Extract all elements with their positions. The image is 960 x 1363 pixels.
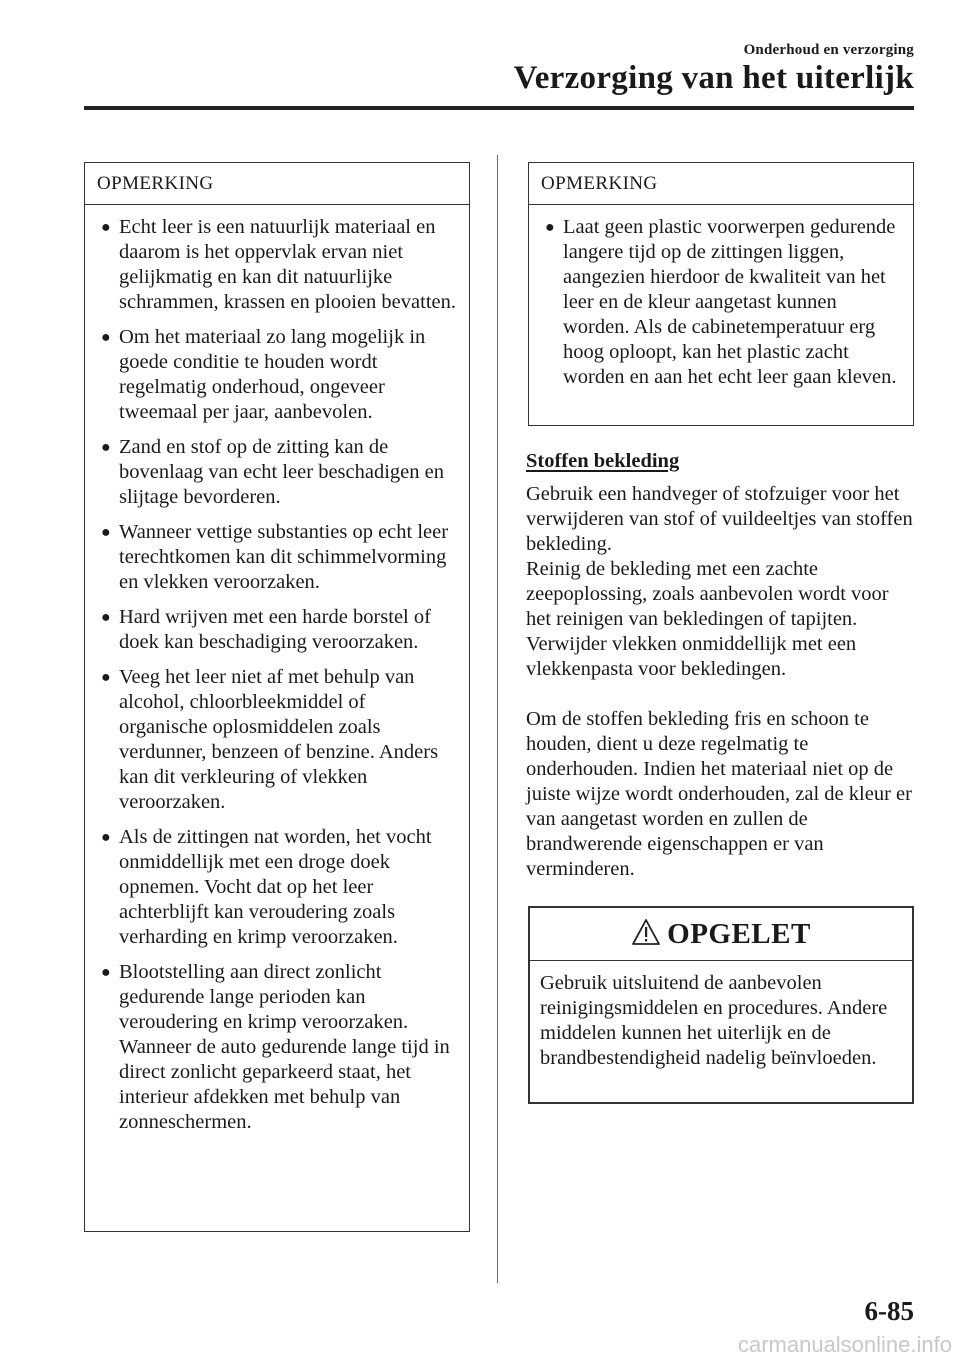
header-rule — [84, 106, 914, 110]
note-heading: OPMERKING — [529, 163, 913, 205]
list-item-text: Wanneer vettige substanties op echt leer terechtkomen kan dit schimmelvorming en vlekken veroorzaken. — [119, 521, 449, 593]
list-item-text: Zand en stof op de zitting kan de bovenlaag van echt leer beschadigen en slijtage bevorderen. — [119, 436, 444, 508]
bullet-icon: ● — [101, 439, 111, 456]
bullet-icon: ● — [545, 219, 555, 236]
bullet-icon: ● — [101, 329, 111, 346]
fabric-heading: Stoffen bekleding — [526, 450, 680, 472]
fabric-paragraph-3: Om de stoffen bekleding fris en schoon te houden, dient u deze regelmatig te onderhouden. Indien het materiaal niet op de juiste wijze wordt onderhouden, zal de kleur er van aangetast worden en zullen de brandwerende eigenschappen er van verminderen. — [526, 708, 912, 880]
list-item — [99, 325, 459, 425]
column-divider — [497, 155, 498, 1283]
note-list — [529, 205, 913, 398]
page-number: 6-85 — [864, 1296, 914, 1326]
caution-heading-row — [530, 908, 912, 961]
note-heading: OPMERKING — [85, 163, 469, 205]
list-item — [543, 215, 903, 390]
list-item — [99, 665, 459, 815]
caution-heading: OPGELET — [667, 918, 811, 950]
bullet-icon: ● — [101, 219, 111, 236]
fabric-section — [526, 448, 916, 882]
list-item — [99, 520, 459, 595]
caution-text: Gebruik uitsluitend de aanbevolen reinigingsmiddelen en procedures. Andere middelen kunnen het uiterlijk en de brandbestendigheid nadelig beïnvloeden. — [540, 972, 888, 1069]
list-item-text: Om het materiaal zo lang mogelijk in goede conditie te houden wordt regelmatig onderhoud, ongeveer tweemaal per jaar, aanbevolen. — [119, 326, 426, 423]
bullet-icon: ● — [101, 964, 111, 981]
list-item-text: Hard wrijven met een harde borstel of doek kan beschadiging veroorzaken. — [119, 606, 431, 653]
page-title: Verzorging van het uiterlijk — [513, 60, 914, 96]
list-item — [99, 215, 459, 315]
bullet-icon: ● — [101, 669, 111, 686]
list-item — [99, 435, 459, 510]
fabric-paragraph-2: Reinig de bekleding met een zachte zeepoplossing, zoals aanbevolen wordt voor het reinigen van bekledingen of tapijten. Verwijder vlekken onmiddellijk met een vlekkenpasta voor bekledingen. — [526, 558, 889, 680]
list-item — [99, 960, 459, 1135]
list-item-text: Als de zittingen nat worden, het vocht onmiddellijk met een droge doek opnemen. Vocht dat op het leer achterblijft kan veroudering zoals verharding en krimp veroorzaken. — [119, 826, 432, 948]
list-item-text: Echt leer is een natuurlijk materiaal en daarom is het oppervlak ervan niet gelijkmatig en kan dit natuurlijke schrammen, krassen en plooien bevatten. — [119, 216, 456, 313]
list-item — [99, 825, 459, 950]
caution-box — [528, 906, 914, 1104]
bullet-icon: ● — [101, 524, 111, 541]
list-item-text: Laat geen plastic voorwerpen gedurende langere tijd op de zittingen liggen, aangezien hierdoor de kwaliteit van het leer en de kleur aangetast kunnen worden. Als de cabinetemperatuur erg hoog oploopt, kan het plastic zacht worden en aan het echt leer gaan kleven. — [563, 216, 897, 388]
bullet-icon: ● — [101, 829, 111, 846]
bullet-icon: ● — [101, 609, 111, 626]
warning-triangle-icon — [631, 918, 661, 946]
list-item-text: Veeg het leer niet af met behulp van alcohol, chloorbleekmiddel of organische oplosmiddelen zoals verdunner, benzeen of benzine. Anders kan dit verkleuring of vlekken veroorzaken. — [119, 666, 439, 813]
section-title: Onderhoud en verzorging — [743, 42, 914, 58]
list-item — [99, 605, 459, 655]
watermark: carmanualsonline.info — [737, 1332, 952, 1357]
fabric-paragraph-1: Gebruik een handveger of stofzuiger voor het verwijderen van stof of vuildeeltjes van stoffen bekleding. — [526, 483, 913, 555]
right-note-box — [528, 162, 914, 426]
left-note-box — [84, 162, 470, 1232]
note-list — [85, 205, 469, 1143]
list-item-text: Blootstelling aan direct zonlicht gedurende lange perioden kan veroudering en krimp veroorzaken. Wanneer de auto gedurende lange tijd in direct zonlicht geparkeerd staat, het interieur afdekken met behulp van zonneschermen. — [119, 961, 450, 1133]
